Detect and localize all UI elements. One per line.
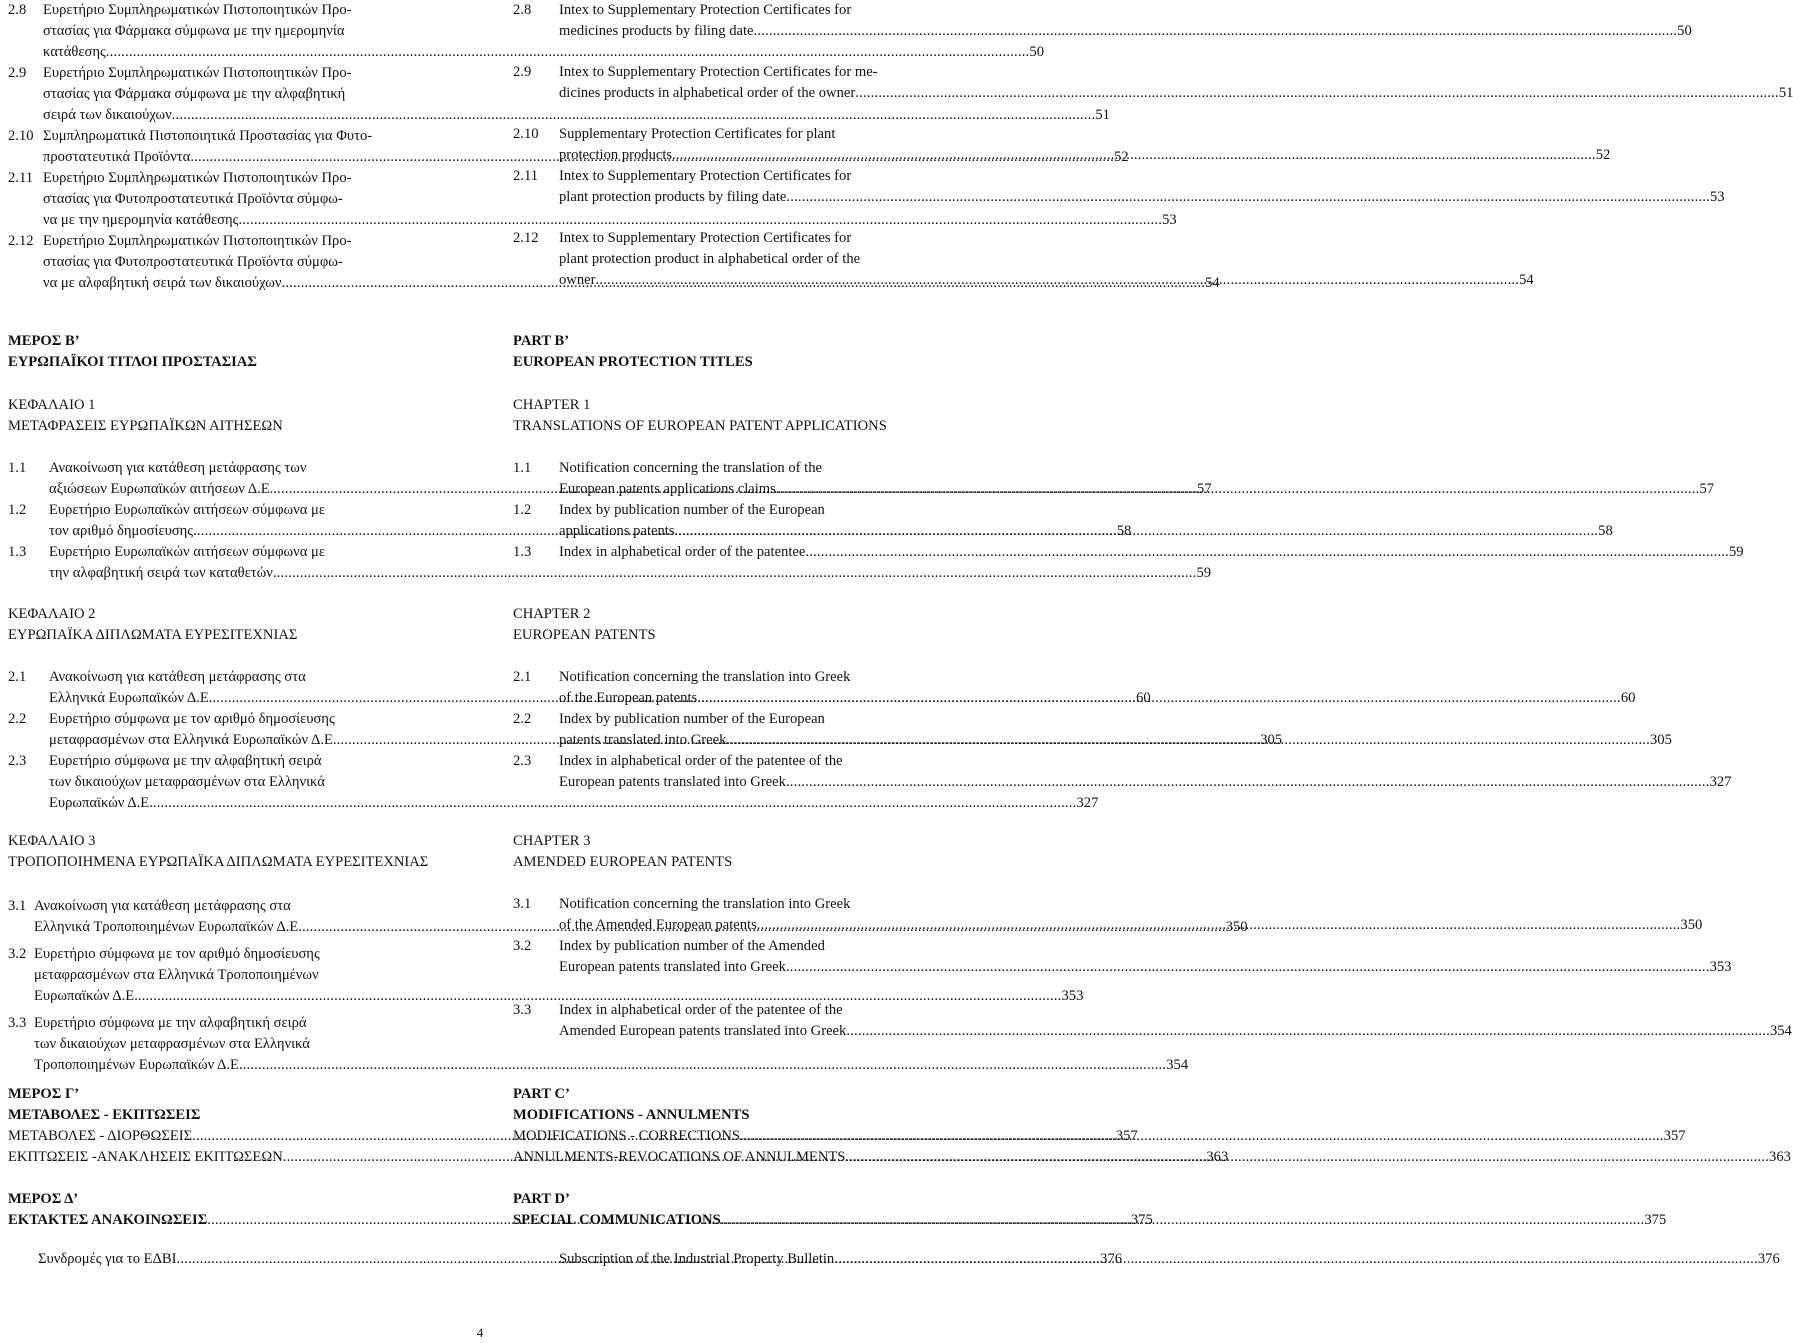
leader-dots	[697, 688, 1621, 709]
entry-text: Intex to Supplementary Protection Certificates for me-	[559, 64, 878, 80]
entry-number: 1.3	[513, 544, 532, 560]
entry-number: 1.2	[513, 502, 532, 518]
entry-text: Ευρετήριο Συμπληρωματικών Πιστοποιητικών Προ-	[43, 170, 352, 186]
chapter-label: ΚΕΦΑΛΑΙΟ 1	[8, 397, 96, 413]
entry-number: 2.2	[8, 711, 27, 727]
page-number: 60	[1620, 690, 1636, 706]
entry-text: Ευρετήριο σύμφωνα με την αλφαβητική σειρά	[49, 753, 322, 769]
entry-text: Index in alphabetical order of the patentee	[559, 544, 806, 560]
leader-dots	[672, 145, 1596, 166]
part-title: ΜΕΤΑΒΟΛΕΣ - ΕΚΠΤΩΣΕΙΣ	[8, 1107, 201, 1123]
entry-text: στασίας για Φάρμακα σύμφωνα με την ημερομηνία	[43, 23, 345, 39]
page-number: 50	[1677, 23, 1692, 39]
entry-number: 2.12	[513, 230, 539, 246]
chapter-1-heading	[8, 395, 450, 437]
toc-entry[interactable]	[513, 228, 1534, 291]
entry-text: Intex to Supplementary Protection Certificates for	[559, 230, 852, 246]
leader-dots	[273, 563, 1197, 584]
leader-dots	[243, 1055, 1167, 1076]
part-title: EUROPEAN PROTECTION TITLES	[513, 354, 753, 370]
entry-text: of the Amended European patents	[559, 917, 757, 933]
entry-text: Συνδρομές για το ΕΔΒΙ	[38, 1251, 177, 1267]
entry-number: 3.2	[513, 938, 532, 954]
entry-number: 3.2	[8, 946, 27, 962]
entry-text: Index by publication number of the European	[559, 711, 825, 727]
page-number: 59	[1196, 565, 1212, 581]
entry-text: owner	[559, 272, 596, 288]
chapter-label: CHAPTER 2	[513, 606, 591, 622]
entry-text: Ελληνικά Τροποποιημένων Ευρωπαϊκών Δ.Ε.	[34, 919, 302, 935]
leader-dots	[805, 542, 1729, 563]
part-label: PART C’	[513, 1086, 570, 1102]
page-number: 375	[1130, 1212, 1153, 1228]
entry-text: Ανακοίνωση για κατάθεση μετάφρασης των	[49, 460, 307, 476]
entry-number: 2.11	[8, 170, 33, 186]
entry-text: protection products	[559, 147, 673, 163]
entry-text: Ευρετήριο σύμφωνα με τον αριθμό δημοσίευσης	[34, 946, 320, 962]
entry-text: European patents applications claims	[559, 481, 776, 497]
leader-dots	[786, 187, 1710, 208]
toc-entry[interactable]	[513, 709, 1672, 751]
entry-text: μεταφρασμένων στα Ελληνικά Ευρωπαϊκών Δ.Ε.	[49, 732, 337, 748]
page-number: 54	[1205, 275, 1220, 291]
entry-text: Τροποποιημένων Ευρωπαϊκών Δ.Ε.	[34, 1057, 243, 1073]
entry-text: τον αριθμό δημοσίευσης	[49, 523, 194, 539]
page-number: 51	[1778, 85, 1793, 101]
page-number: 305	[1260, 732, 1283, 748]
entry-text: European patents translated into Greek	[559, 959, 786, 975]
entry-text: Ευρετήριο Συμπληρωματικών Πιστοποιητικών Προ-	[43, 65, 352, 81]
page-number: 51	[1095, 107, 1110, 123]
chapter-title: ΜΕΤΑΦΡΑΣΕΙΣ ΕΥΡΩΠΑΪΚΩΝ ΑΙΤΗΣΕΩΝ	[8, 418, 283, 434]
toc-entries-part-c	[513, 1126, 1791, 1168]
leader-dots	[786, 957, 1710, 978]
chapter-title: AMENDED EUROPEAN PATENTS	[513, 854, 733, 870]
part-d-heading	[513, 1189, 1667, 1231]
page-number: 350	[1225, 919, 1248, 935]
entry-text: Notification concerning the translation into Greek	[559, 896, 851, 912]
page-number: 357	[1115, 1128, 1138, 1144]
page-number: 363	[1206, 1149, 1229, 1165]
entry-text: dicines products in alphabetical order of the owner	[559, 85, 856, 101]
entry-text: Amended European patents translated into Greek	[559, 1023, 847, 1039]
toc-entries-top	[513, 0, 1793, 291]
leader-dots	[757, 915, 1681, 936]
chapter-title: TRANSLATIONS OF EUROPEAN PATENT APPLICATIONS	[513, 418, 887, 434]
leader-dots	[740, 1126, 1664, 1147]
entry-number: 3.3	[513, 1002, 532, 1018]
entry-number: 1.1	[513, 460, 532, 476]
page-number: 57	[1196, 481, 1212, 497]
page-number: 52	[1595, 147, 1611, 163]
entry-text: ΕΚΠΤΩΣΕΙΣ -ΑΝΑΚΛΗΣΕΙΣ ΕΚΠΤΩΣΕΩΝ	[8, 1149, 283, 1165]
toc-entry[interactable]	[513, 936, 1732, 978]
entry-text: plant protection products by filing date	[559, 189, 787, 205]
entry-number: 2.3	[513, 753, 532, 769]
chapter-label: CHAPTER 1	[513, 397, 591, 413]
part-label: ΜΕΡΟΣ Δ’	[8, 1191, 79, 1207]
page-number: 327	[1076, 795, 1099, 811]
toc-entry[interactable]	[513, 0, 1692, 42]
part-c-heading	[8, 1084, 450, 1126]
part-b-heading	[8, 331, 450, 373]
entry-text: των δικαιούχων μεταφρασμένων στα Ελληνικά	[49, 774, 325, 790]
entry-text: στασίας για Φυτοπροστατευτικά Προϊόντα σύμφω-	[43, 191, 343, 207]
entry-number: 2.8	[8, 2, 27, 18]
page-number: 53	[1162, 212, 1177, 228]
page-number-footer: 4	[476, 1325, 484, 1340]
entry-number: 2.12	[8, 233, 34, 249]
toc-entry[interactable]	[513, 667, 1636, 709]
leader-dots	[726, 730, 1650, 751]
entry-text: των δικαιούχων μεταφρασμένων στα Ελληνικά	[34, 1036, 310, 1052]
entry-text: Index by publication number of the European	[559, 502, 825, 518]
chapter-title: ΤΡΟΠΟΠΟΙΗΜΕΝΑ ΕΥΡΩΠΑΪΚΑ ΔΙΠΛΩΜΑΤΑ ΕΥΡΕΣΙΤΕΧΝΙΑΣ	[8, 854, 429, 870]
leader-dots	[834, 1249, 1758, 1270]
entry-text: Ευρετήριο Ευρωπαϊκών αιτήσεων σύμφωνα με	[49, 502, 325, 518]
entry-text: Ευρετήριο σύμφωνα με τον αριθμό δημοσίευσης	[49, 711, 335, 727]
leader-dots	[846, 1021, 1770, 1042]
entry-number: 3.1	[8, 898, 27, 914]
toc-entry[interactable]	[513, 166, 1725, 208]
part-label: ΜΕΡΟΣ Β’	[8, 333, 80, 349]
entry-text: Index by publication number of the Amended	[559, 938, 825, 954]
entry-text: Ευρετήριο Συμπληρωματικών Πιστοποιητικών Προ-	[43, 233, 352, 249]
leader-dots	[721, 1210, 1645, 1231]
part-c-heading	[513, 1084, 960, 1126]
entry-number: 2.2	[513, 711, 532, 727]
entry-text: να με αλφαβητική σειρά των δικαιούχων	[43, 275, 282, 291]
toc-entry[interactable]	[513, 62, 1793, 104]
page-number: 52	[1113, 149, 1129, 165]
subscriptions-entry[interactable]	[513, 1249, 1780, 1270]
toc-entry[interactable]	[513, 1147, 1791, 1168]
entry-text: Ευρετήριο Συμπληρωματικών Πιστοποιητικών Προ-	[43, 2, 352, 18]
entry-text: Index in alphabetical order of the patentee of the	[559, 753, 843, 769]
toc-entry[interactable]	[513, 1126, 1686, 1147]
entry-number: 1.1	[8, 460, 27, 476]
entry-text: Ευρωπαϊκών Δ.Ε.	[49, 795, 153, 811]
chapter-1-heading	[513, 395, 960, 437]
page-number: 350	[1680, 917, 1703, 933]
page-number: 353	[1709, 959, 1732, 975]
leader-dots	[153, 793, 1077, 814]
chapter-2-heading	[513, 604, 960, 646]
entry-text: μεταφρασμένων στα Ελληνικά Τροποποιημένων	[34, 967, 319, 983]
page-number: 375	[1644, 1212, 1667, 1228]
toc-entry[interactable]	[513, 542, 1744, 563]
toc-entries-ch2	[513, 667, 1732, 793]
entry-text: Ευρετήριο σύμφωνα με την αλφαβητική σειρά	[34, 1015, 307, 1031]
page-number: 60	[1136, 690, 1151, 706]
page-number: 58	[1116, 523, 1132, 539]
toc-entry[interactable]	[513, 458, 1715, 500]
chapter-label: ΚΕΦΑΛΑΙΟ 3	[8, 833, 96, 849]
page-number: 363	[1769, 1149, 1791, 1165]
entry-number: 3.1	[513, 896, 532, 912]
leader-dots	[786, 772, 1710, 793]
entry-text: Index in alphabetical order of the patentee of the	[559, 1002, 843, 1018]
page-number: 54	[1519, 272, 1534, 288]
chapter-2-heading	[8, 604, 450, 646]
toc-entry[interactable]	[513, 894, 1703, 936]
page-number: 327	[1709, 774, 1732, 790]
entry-text: SPECIAL COMMUNICATIONS	[513, 1212, 721, 1228]
toc-entry[interactable]	[513, 124, 1611, 166]
leader-dots	[776, 479, 1700, 500]
entry-text: European patents translated into Greek	[559, 774, 786, 790]
toc-entry[interactable]	[513, 1000, 1792, 1042]
entry-text: Notification concerning the translation into Greek	[559, 669, 851, 685]
entry-number: 2.9	[513, 64, 532, 80]
leader-dots	[675, 521, 1599, 542]
entry-text: την αλφαβητική σειρά των καταθετών	[49, 565, 273, 581]
entry-text: MODIFICATIONS - CORRECTIONS	[513, 1128, 741, 1144]
toc-entry[interactable]	[513, 751, 1732, 793]
entry-text: plant protection product in alphabetical order of the	[559, 251, 861, 267]
page-number: 376	[1100, 1251, 1123, 1267]
entry-number: 1.3	[8, 544, 27, 560]
page-number: 57	[1699, 481, 1715, 497]
entry-text: Συμπληρωματικά Πιστοποιητικά Προστασίας για Φυτο-	[43, 128, 373, 144]
entry-text: Ελληνικά Ευρωπαϊκών Δ.Ε.	[49, 690, 213, 706]
entry-text: Ανακοίνωση για κατάθεση μετάφρασης στα	[49, 669, 306, 685]
entry-text: Supplementary Protection Certificates for plant	[559, 126, 836, 142]
page-number: 58	[1598, 523, 1613, 539]
chapter-title: ΕΥΡΩΠΑΪΚΑ ΔΙΠΛΩΜΑΤΑ ΕΥΡΕΣΙΤΕΧΝΙΑΣ	[8, 627, 298, 643]
entry-text: applications patents	[559, 523, 675, 539]
entry-number: 2.9	[8, 65, 27, 81]
page-number: 376	[1757, 1251, 1780, 1267]
entry-text: σειρά των δικαιούχων	[43, 107, 172, 123]
entry-text: patents translated into Greek	[559, 732, 727, 748]
toc-entries-ch1	[513, 458, 1744, 563]
page-number: 53	[1710, 189, 1725, 205]
leader-dots	[595, 270, 1519, 291]
entry-text: κατάθεσης	[43, 44, 106, 60]
entry-text: Intex to Supplementary Protection Certificates for	[559, 168, 852, 184]
part-title: ΕΥΡΩΠΑΪΚΟΙ ΤΙΤΛΟΙ ΠΡΟΣΤΑΣΙΑΣ	[8, 354, 257, 370]
part-label: PART D’	[513, 1191, 570, 1207]
entry-text: στασίας για Φάρμακα σύμφωνα με την αλφαβητική	[43, 86, 346, 102]
page-number: 357	[1663, 1128, 1686, 1144]
chapter-title: EUROPEAN PATENTS	[513, 627, 656, 643]
entry-text: αξιώσεων Ευρωπαϊκών αιτήσεων Δ.Ε.	[49, 481, 274, 497]
entry-text: στασίας για Φυτοπροστατευτικά Προϊόντα σύμφω-	[43, 254, 343, 270]
part-label: ΜΕΡΟΣ Γ’	[8, 1086, 80, 1102]
entry-text: ΕΚΤΑΚΤΕΣ ΑΝΑΚΟΙΝΩΣΕΙΣ	[8, 1212, 208, 1228]
part-title: MODIFICATIONS - ANNULMENTS	[513, 1107, 750, 1123]
entry-text: Subscription of the Industrial Property Bulletin	[559, 1251, 835, 1267]
part-b-heading	[513, 331, 960, 373]
part-label: PART B’	[513, 333, 570, 349]
entry-number: 2.1	[8, 669, 27, 685]
chapter-label: ΚΕΦΑΛΑΙΟ 2	[8, 606, 96, 622]
entry-text: ΜΕΤΑΒΟΛΕΣ - ΔΙΟΡΘΩΣΕΙΣ	[8, 1128, 193, 1144]
entry-number: 3.3	[8, 1015, 27, 1031]
toc-entry[interactable]	[513, 500, 1613, 542]
entry-number: 2.3	[8, 753, 27, 769]
page-number: 50	[1029, 44, 1044, 60]
toc-entries-ch3	[513, 894, 1792, 1042]
entry-text: of the European patents	[559, 690, 698, 706]
entry-number: 2.1	[513, 669, 532, 685]
chapter-3-heading	[513, 831, 960, 873]
entry-text: medicines products by filing date	[559, 23, 754, 39]
entry-text: να με την ημερομηνία κατάθεσης	[43, 212, 239, 228]
chapter-3-heading	[8, 831, 450, 873]
chapter-label: CHAPTER 3	[513, 833, 591, 849]
leader-dots	[845, 1147, 1769, 1168]
entry-text: Intex to Supplementary Protection Certificates for	[559, 2, 852, 18]
entry-text: προστατευτικά Προϊόντα	[43, 149, 191, 165]
page-number: 59	[1728, 544, 1744, 560]
entry-number: 2.10	[513, 126, 539, 142]
leader-dots	[855, 83, 1779, 104]
entry-number: 2.11	[513, 168, 538, 184]
page-number: 354	[1166, 1057, 1189, 1073]
page-number: 305	[1650, 732, 1672, 748]
entry-number: 2.10	[8, 128, 34, 144]
page-number: 353	[1061, 988, 1084, 1004]
entry-text: ANNULMENTS-REVOCATIONS OF ANNULMENTS	[513, 1149, 846, 1165]
entry-text: Ευρωπαϊκών Δ.Ε.	[34, 988, 138, 1004]
entry-text: Ανακοίνωση για κατάθεση μετάφρασης στα	[34, 898, 291, 914]
page-number: 354	[1769, 1023, 1792, 1039]
toc-entry-part-d[interactable]	[513, 1210, 1667, 1231]
entry-text: Notification concerning the translation of the	[559, 460, 823, 476]
entry-number: 2.8	[513, 2, 532, 18]
entry-text: Ευρετήριο Ευρωπαϊκών αιτήσεων σύμφωνα με	[49, 544, 325, 560]
leader-dots	[754, 21, 1678, 42]
entry-number: 1.2	[8, 502, 27, 518]
